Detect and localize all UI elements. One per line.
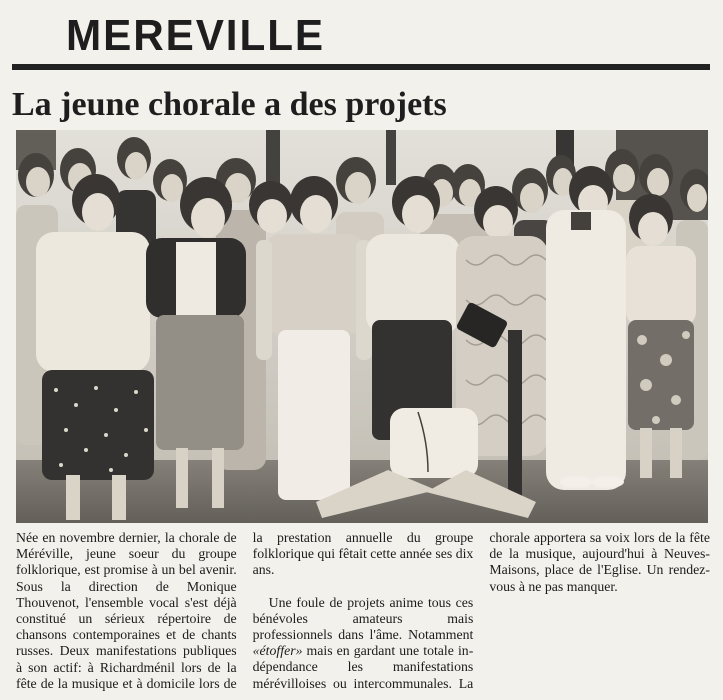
article-paragraph-2: Une foule de projets anime tous ces bénévoles amateurs mais professionnels dans l'âme. Notamment «étoffer» mais en gardant une totale indépendance les manifestations mérévilloises ou intercommunales. La chorale apportera sa voix lors de la fête de la musique, aujourd'hui à Neuves-Maisons, place de l'Eglise. Un rendez-vous à ne pas manquer.	[252, 530, 710, 691]
section-title: MEREVILLE	[66, 11, 326, 60]
header-rule	[12, 64, 710, 70]
headline: La jeune chorale a des projets	[12, 86, 447, 123]
article-body	[16, 530, 710, 695]
emphasis-etoffer: «étoffer»	[252, 643, 303, 659]
group-photo	[16, 130, 708, 523]
group-photo-illustration	[16, 130, 708, 523]
article-paragraph-1: Née en novembre dernier, la chorale de Méréville, jeune soeur du groupe folklorique, est promise à un bel avenir. Sous la direction de Monique Thouvenot, l'ensemble vocal s'est déjà constitué un sérieux répertoire de chansons contemporaines et de chants russes. Deux manifestations publiques à son actif: à Richardménil lors de la fête de la musique et à domicile lors de la prestation annuelle du groupe folklorique qui fêtait cette année ses dix ans.	[16, 530, 474, 691]
